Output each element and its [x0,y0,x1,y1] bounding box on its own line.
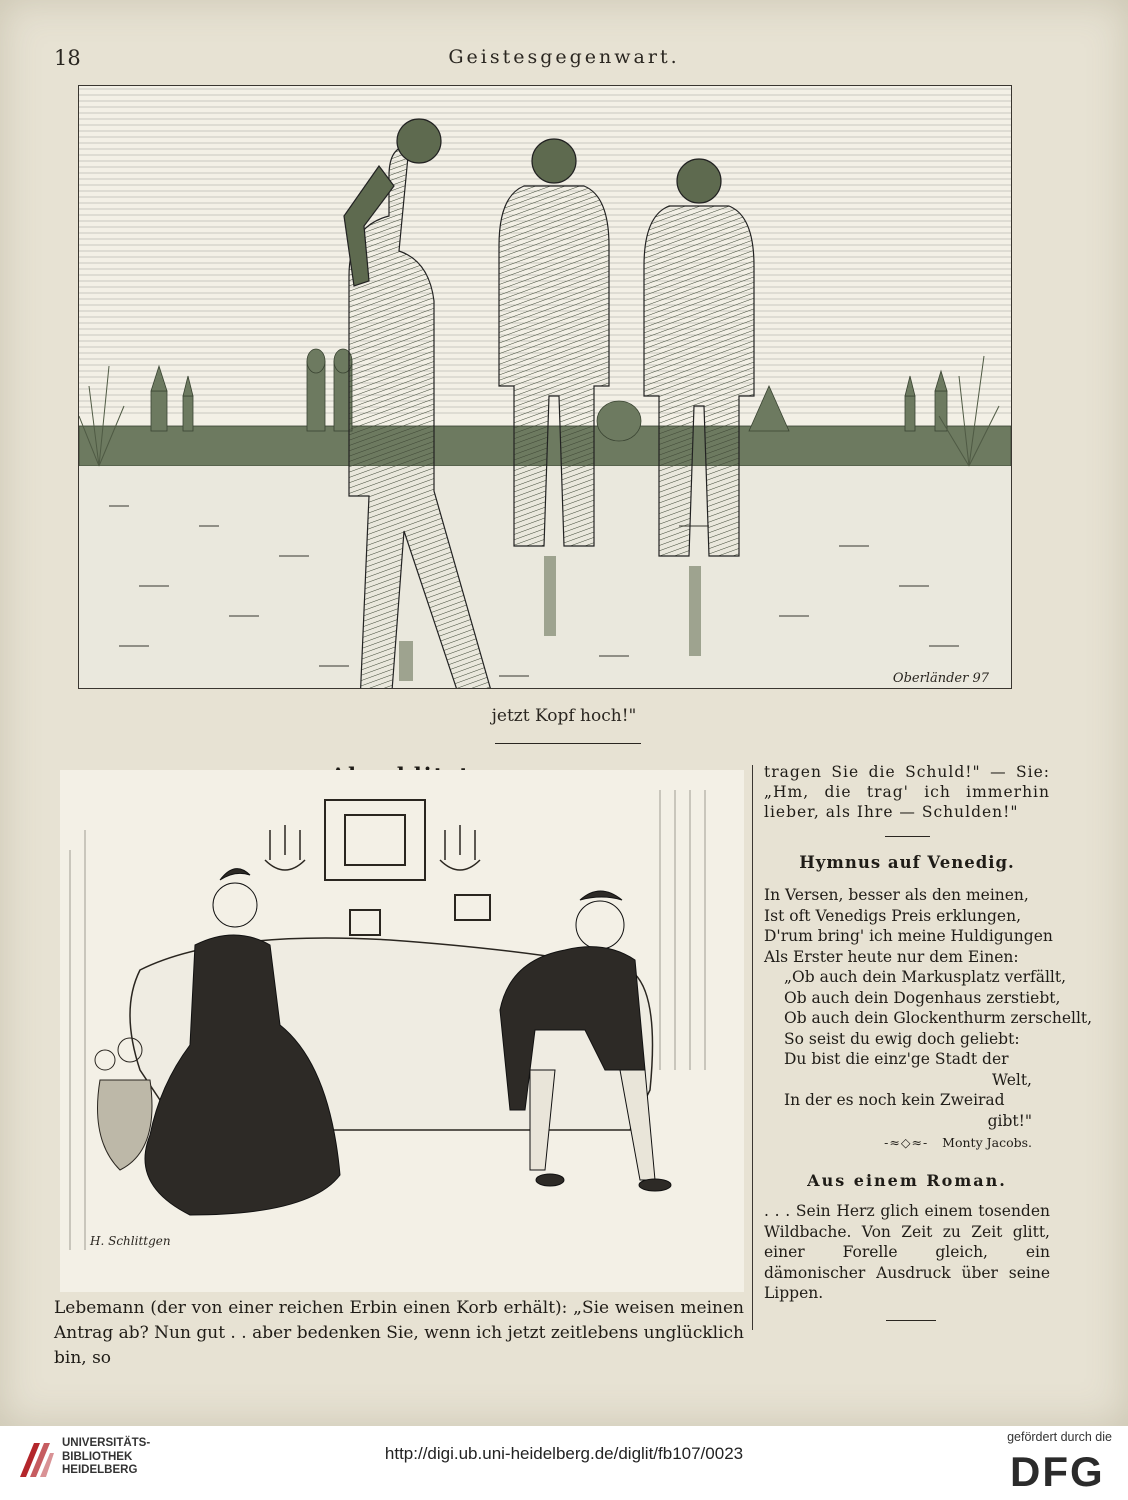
library-name-line: HEIDELBERG [62,1464,138,1476]
bottom-artist-signature: H. Schlittgen [90,1234,171,1248]
dfg-logo-icon [1010,1450,1114,1490]
hymn-author: Monty Jacobs. [942,1135,1032,1150]
separator-rule [885,836,930,837]
poem-line: gibt!" [987,1111,1032,1130]
digital-library-url[interactable]: http://digi.ub.uni-heidelberg.de/diglit/fb107/0023 [384,1444,744,1463]
poem-line: In Versen, besser als den meinen, [764,886,1029,904]
bottom-illustration-caption: Lebemann (der von einer reichen Erbin einen Korb erhält): „Sie weisen meinen Antrag ab? Nun gut . . aber bedenken Sie, wenn ich jetzt zeitlebens unglücklich bin, so [54,1298,744,1368]
poem-line: Ob auch dein Glockenthurm zerschellt, [784,1009,1093,1027]
poem-line: Ob auch dein Dogenhaus zerstiebt, [784,988,1061,1007]
top-illustration-caption: jetzt Kopf hoch!" [491,706,637,726]
poem-line: „Ob auch dein Markusplatz verfällt, [784,968,1067,986]
poem-line: Welt, [992,1070,1032,1089]
couple-illustration [60,770,744,1292]
funding-label: gefördert durch die [1007,1430,1112,1444]
right-text-column [764,762,1093,1321]
end-rule [886,1320,936,1321]
poem-line: Du bist die einz'ge Stadt der [784,1050,1009,1068]
separator-rule [495,743,641,744]
ornament: -≈◇≈- [884,1135,929,1150]
roman-title: Aus einem Roman. [807,1171,1007,1190]
hymn-author-line [764,1133,1050,1153]
poem-line: Ist oft Venedigs Preis erklungen, [764,906,1021,925]
top-artist-signature: Oberländer 97 [892,671,989,686]
poem-line: D'rum bring' ich meine Huldigungen [764,927,1053,945]
column-separator [752,765,753,1330]
library-name-line: UNIVERSITÄTS- [62,1437,151,1449]
roman-text: . . . Sein Herz glich einem tosenden Wildbache. Von Zeit zu Zeit glitt, einer Forelle gleich, ein dämonischer Ausdruck über seine Lippen. [764,1202,1050,1302]
caption-continuation: tragen Sie die Schuld!" — Sie: „Hm, die trag' ich immerhin lieber, als Ihre — Schulden!" [764,763,1050,821]
poem-line: Als Erster heute nur dem Einen: [764,947,1019,966]
page-header-title: Geistesgegenwart. [448,46,680,68]
poem-line: In der es noch kein Zweirad [784,1091,1005,1109]
library-name-line: BIBLIOTHEK [62,1450,133,1463]
poem-line: So seist du ewig doch geliebt: [784,1029,1020,1048]
soldiers-illustration [78,85,1012,689]
hymn-title: Hymnus auf Venedig. [799,853,1015,872]
dfg-logo-text: DFG [1010,1450,1105,1490]
hymn-poem [764,885,1093,1131]
page-number: 18 [54,46,81,70]
